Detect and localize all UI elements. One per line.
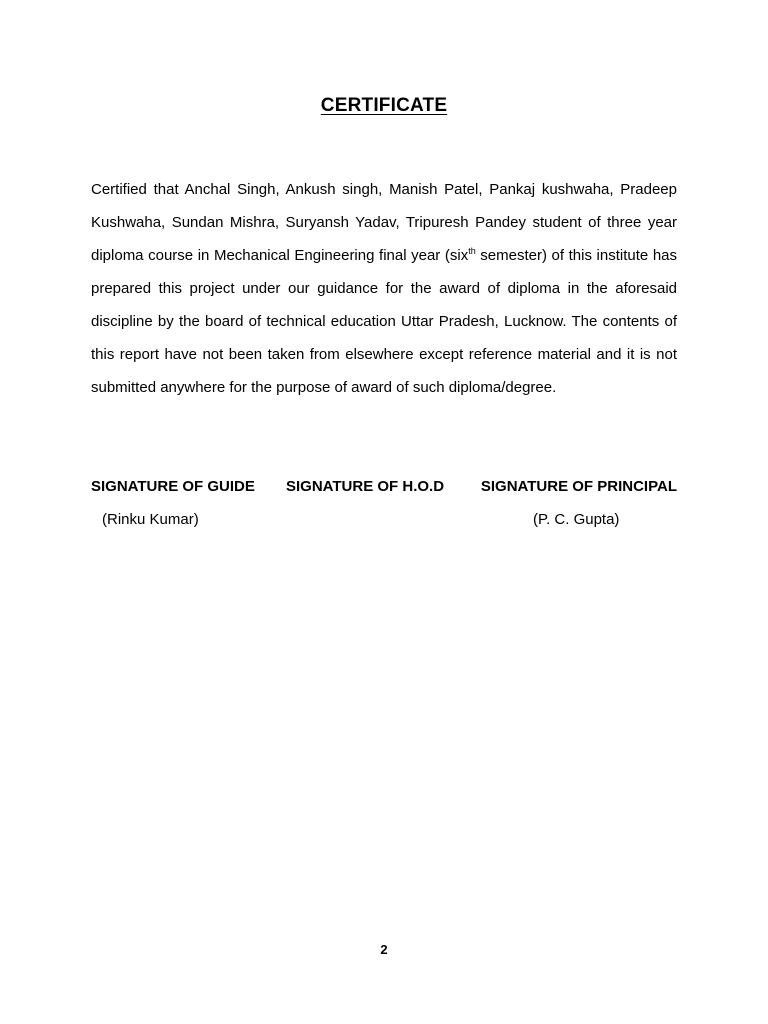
body-text-part-1: Certified that Anchal Singh, Ankush singh, Manish Patel, Pankaj kushwaha, Pradeep Kushwaha, Sundan Mishra, Suryansh Yadav, Tripuresh Pandey student of three year diploma course in Mechanical Engineering final year (six	[91, 181, 677, 264]
signatory-names-row	[91, 511, 677, 533]
certificate-body	[91, 173, 677, 404]
principal-name: (P. C. Gupta)	[533, 511, 620, 528]
signature-labels-row	[91, 478, 677, 500]
signature-principal-label: SIGNATURE OF PRINCIPAL	[480, 478, 677, 495]
guide-name: (Rinku Kumar)	[102, 511, 199, 528]
ordinal-superscript: th	[468, 246, 476, 256]
certificate-title: CERTIFICATE	[320, 95, 448, 116]
signature-hod-label: SIGNATURE OF H.O.D	[286, 478, 445, 495]
page-number: 2	[380, 942, 388, 957]
body-text-part-2: semester) of this institute has prepared this project under our guidance for the award of diploma in the aforesaid discipline by the board of technical education Uttar Pradesh, Lucknow. The contents of this report have not been taken from elsewhere except reference material and it is not submitted anywhere for the purpose of award of such diploma/degree.	[91, 247, 677, 396]
signature-guide-label: SIGNATURE OF GUIDE	[91, 478, 255, 495]
